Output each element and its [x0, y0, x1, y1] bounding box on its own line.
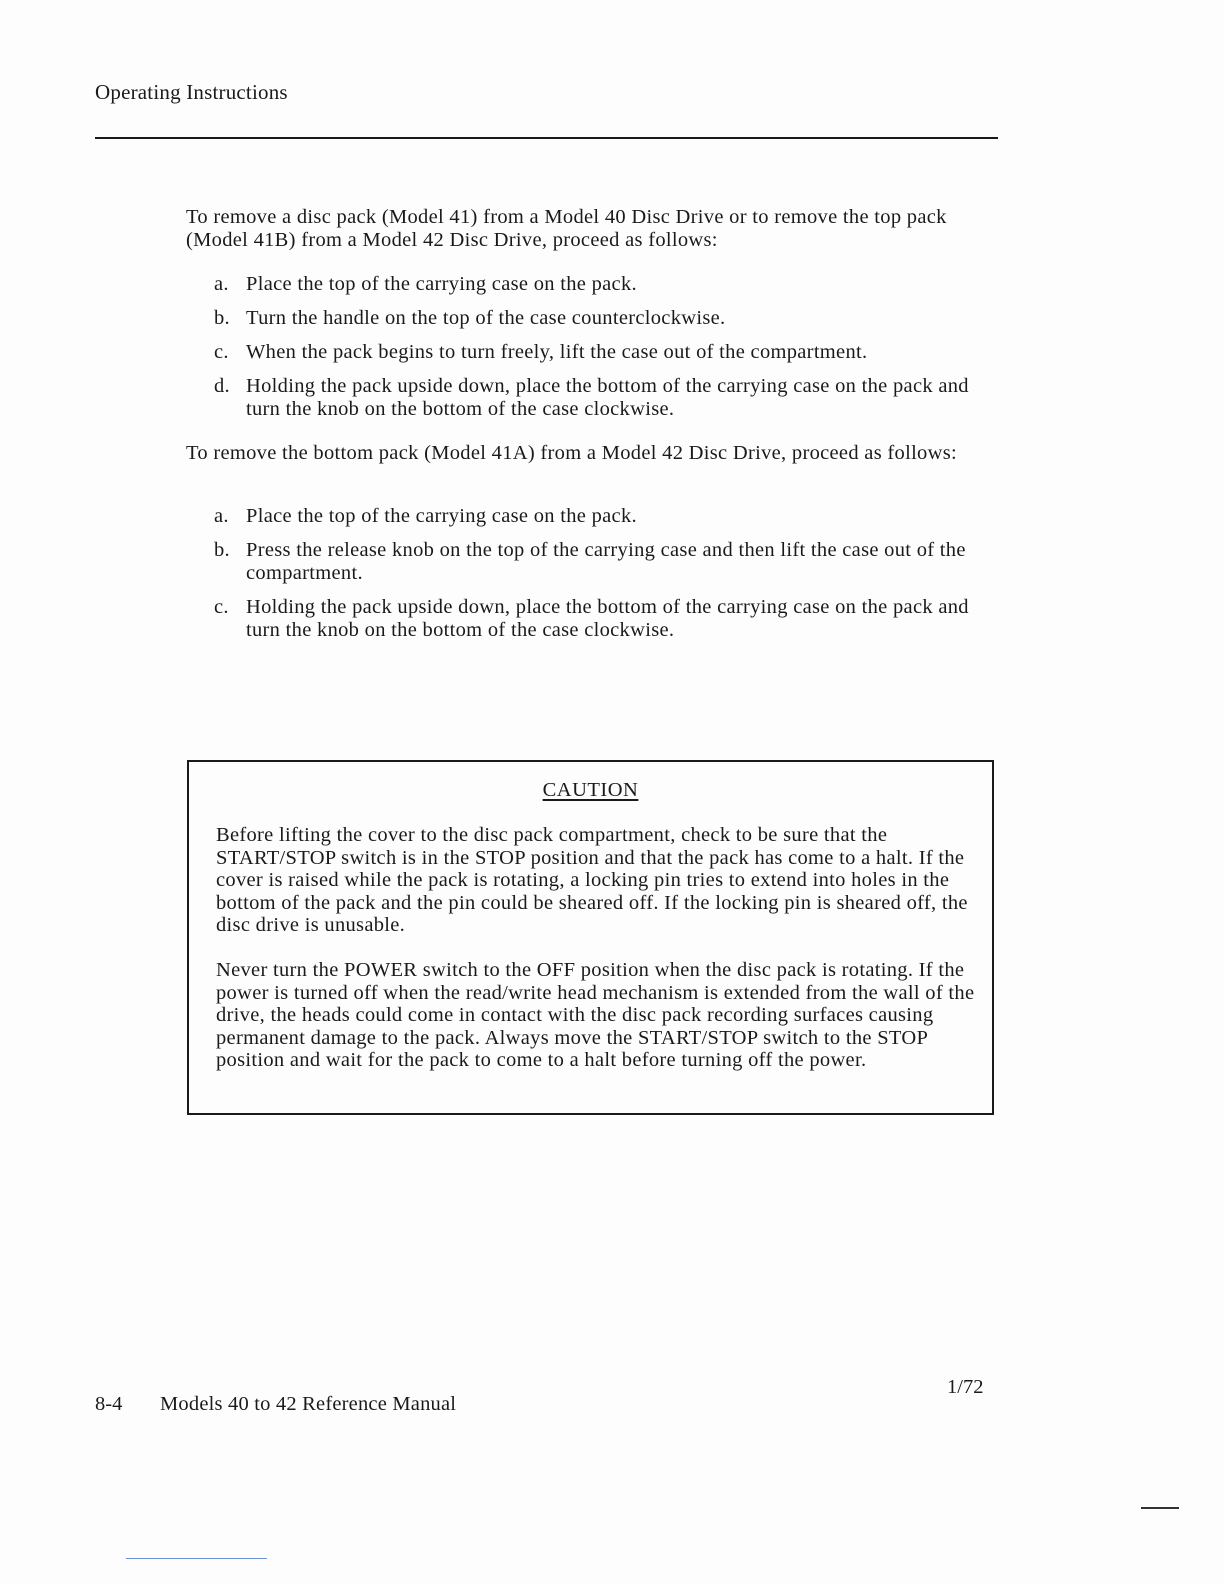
step-letter: c.	[214, 596, 229, 618]
caution-paragraph-2: Never turn the POWER switch to the OFF position when the disc pack is rotating. If the power is turned off when the read/write head mechanism is extended from the wall of the drive, the heads could come in contact with the disc pack recording surfaces causing permanent damage to the pack. Always move the START/STOP switch to the STOP position and wait for the pack to come to a halt before turning off the power.	[216, 959, 975, 1071]
caution-paragraph-1: Before lifting the cover to the disc pack compartment, check to be sure that the START/STOP switch is in the STOP position and that the pack has come to a halt. If the cover is raised while the pack is rotating, a locking pin tries to extend into holes in the bottom of the pack and the pin could be sheared off. If the locking pin is sheared off, the disc drive is unusable.	[216, 824, 968, 936]
list-item	[214, 375, 1004, 421]
step-letter: c.	[214, 341, 229, 363]
step-letter: b.	[214, 307, 230, 329]
top-pack-steps-list	[214, 273, 1004, 432]
step-letter: b.	[214, 539, 230, 561]
caution-title: CAUTION	[542, 779, 639, 801]
manual-title: Models 40 to 42 Reference Manual	[160, 1393, 457, 1415]
step-text: When the pack begins to turn freely, lift the case out of the compartment.	[246, 341, 868, 363]
intro-top-pack-paragraph: To remove a disc pack (Model 41) from a Model 40 Disc Drive or to remove the top pack (Model 41B) from a Model 42 Disc Drive, proceed as follows:	[186, 206, 947, 251]
list-item	[214, 539, 1004, 585]
margin-mark	[1141, 1507, 1179, 1509]
list-item	[214, 596, 1004, 642]
caution-box	[187, 760, 994, 1115]
step-letter: a.	[214, 505, 229, 527]
bottom-pack-steps-list	[214, 505, 1004, 653]
step-text: Holding the pack upside down, place the bottom of the carrying case on the pack and turn the knob on the bottom of the case clockwise.	[246, 375, 969, 420]
step-text: Press the release knob on the top of the carrying case and then lift the case out of the compartment.	[246, 539, 966, 584]
list-item	[214, 505, 1004, 528]
list-item	[214, 341, 1004, 364]
page-number: 8-4	[95, 1393, 123, 1415]
intro-bottom-pack-paragraph: To remove the bottom pack (Model 41A) from a Model 42 Disc Drive, proceed as follows:	[186, 442, 957, 464]
step-text: Place the top of the carrying case on the pack.	[246, 505, 637, 527]
revision-date: 1/72	[947, 1376, 984, 1398]
header-rule	[95, 137, 998, 139]
step-letter: d.	[214, 375, 230, 397]
step-text: Place the top of the carrying case on the pack.	[246, 273, 637, 295]
scan-edge-line	[126, 1558, 267, 1559]
step-letter: a.	[214, 273, 229, 295]
step-text: Turn the handle on the top of the case counterclockwise.	[246, 307, 726, 329]
list-item	[214, 273, 1004, 296]
running-header: Operating Instructions	[95, 80, 288, 104]
step-text: Holding the pack upside down, place the bottom of the carrying case on the pack and turn the knob on the bottom of the case clockwise.	[246, 596, 969, 641]
list-item	[214, 307, 1004, 330]
